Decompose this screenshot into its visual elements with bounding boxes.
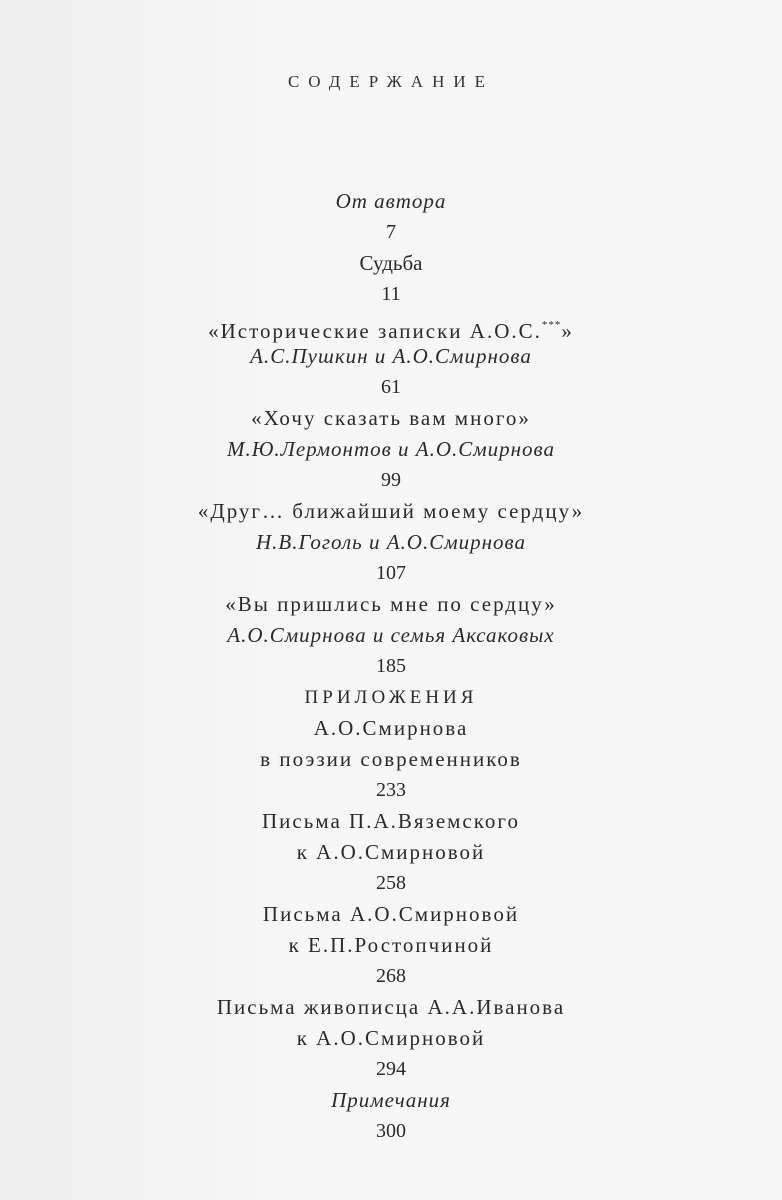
toc-entry-text: «Вы пришлись мне по сердцу»	[225, 592, 557, 616]
toc-entry-text: М.Ю.Лермонтов и А.О.Смирнова	[226, 437, 556, 461]
toc-entry	[0, 248, 782, 279]
toc-page-number	[0, 217, 782, 248]
toc-entry	[0, 837, 782, 868]
toc-entry-text: А.О.Смирнова	[313, 716, 469, 740]
toc-entry-text: Письма П.А.Вяземского	[262, 809, 520, 833]
table-of-contents	[0, 186, 782, 1147]
toc-entry-closing: »	[561, 319, 574, 343]
toc-entry-text: Судьба	[359, 251, 423, 275]
toc-page-number	[0, 1054, 782, 1085]
toc-entry	[0, 403, 782, 434]
toc-entry-text: ПРИЛОЖЕНИЯ	[304, 687, 478, 708]
toc-entry-text: 268	[376, 965, 406, 987]
page-title: СОДЕРЖАНИЕ	[287, 72, 495, 91]
toc-entry-text: Примечания	[331, 1088, 451, 1112]
toc-entry	[0, 620, 782, 651]
toc-page-number	[0, 775, 782, 806]
toc-entry-text: 233	[376, 779, 406, 801]
toc-entry-text: «Друг… ближайший моему сердцу»	[197, 499, 585, 523]
toc-entry	[0, 682, 782, 713]
toc-entry-text: 99	[381, 469, 401, 491]
toc-entry-text: 258	[376, 872, 406, 894]
toc-entry-text: Н.В.Гоголь и А.О.Смирнова	[255, 530, 527, 554]
toc-entry-text: 185	[376, 655, 406, 677]
toc-entry-superscript: ***	[541, 319, 562, 331]
toc-page-number	[0, 651, 782, 682]
toc-entry	[0, 589, 782, 620]
toc-entry	[0, 527, 782, 558]
toc-entry-text: 107	[376, 562, 406, 584]
toc-entry	[0, 992, 782, 1023]
toc-entry-text: к А.О.Смирновой	[296, 1026, 486, 1050]
toc-entry-text: 300	[376, 1120, 406, 1142]
toc-entry-text: в поэзии современников	[260, 747, 522, 771]
toc-page-number	[0, 868, 782, 899]
toc-entry-text: А.С.Пушкин и А.О.Смирнова	[250, 344, 532, 368]
toc-page-number	[0, 279, 782, 310]
toc-entry	[0, 713, 782, 744]
toc-entry-text: Письма А.О.Смирновой	[262, 902, 520, 926]
toc-entry	[0, 1023, 782, 1054]
toc-page-number	[0, 372, 782, 403]
toc-entry	[0, 434, 782, 465]
toc-entry-text: «Хочу сказать вам много»	[251, 406, 531, 430]
toc-entry-text: 7	[386, 221, 396, 243]
toc-entry	[0, 806, 782, 837]
toc-page-number	[0, 465, 782, 496]
toc-entry	[0, 186, 782, 217]
toc-entry-text: От автора	[335, 189, 447, 213]
toc-entry-text: к Е.П.Ростопчиной	[288, 933, 494, 957]
toc-entry-text: 11	[381, 283, 401, 305]
toc-entry	[0, 1085, 782, 1116]
toc-entry-text: Письма живописца А.А.Иванова	[216, 995, 566, 1019]
toc-entry-text: А.О.Смирнова и семья Аксаковых	[227, 623, 555, 647]
toc-entry	[0, 899, 782, 930]
toc-entry	[0, 930, 782, 961]
toc-page-number	[0, 1116, 782, 1147]
toc-entry	[0, 496, 782, 527]
toc-entry-text: «Исторические записки А.О.С.	[208, 319, 542, 343]
toc-entry	[0, 341, 782, 372]
toc-entry	[0, 310, 782, 341]
toc-entry	[0, 744, 782, 775]
toc-page-number	[0, 558, 782, 589]
toc-entry-text: 61	[381, 376, 401, 398]
toc-entry-text: к А.О.Смирновой	[296, 840, 486, 864]
toc-page-number	[0, 961, 782, 992]
toc-entry-text: 294	[376, 1058, 406, 1080]
